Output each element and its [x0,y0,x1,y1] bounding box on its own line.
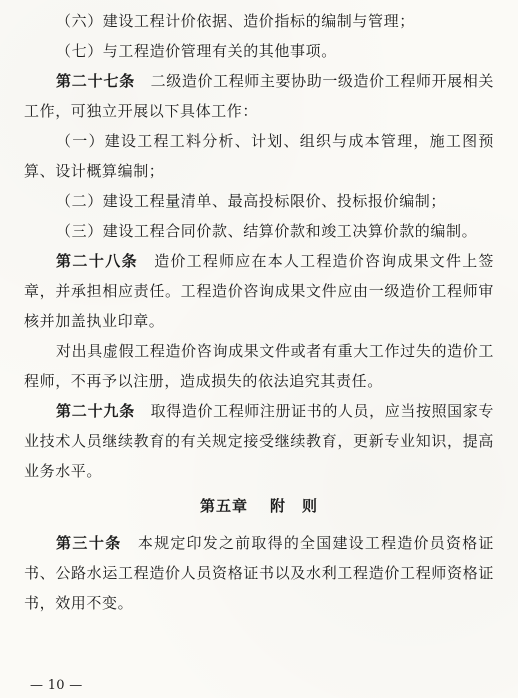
clause-item-7 [24,36,494,66]
article-28-number: 第二十八条 [56,252,139,270]
clause-item-6-text: （六）建设工程计价依据、造价指标的编制与管理； [56,12,415,30]
page-number: — 10 — [30,678,83,693]
article-27-item-2-text: （二）建设工程量清单、最高投标限价、投标报价编制； [56,192,447,210]
article-27-item-3 [24,216,494,246]
article-27-number: 第二十七条 [56,72,136,90]
article-28-paragraph-2-text: 对出具虚假工程造价咨询成果文件或者有重大工作过失的造价工程师，不再予以注册，造成损失的依法追究其责任。 [24,342,494,390]
article-29-text: 取得造价工程师注册证书的人员，应当按照国家专业技术人员继续教育的有关规定接受继续教育，更新专业知识，提高业务水平。 [24,402,494,480]
document-body [24,6,494,618]
article-27-item-1 [24,126,494,186]
article-27 [24,66,494,126]
article-28 [24,246,494,336]
clause-item-6 [24,6,494,36]
chapter-5-title: 附 则 [270,497,319,515]
chapter-5-heading [24,491,494,521]
clause-item-7-text: （七）与工程造价管理有关的其他事项。 [56,42,337,60]
article-27-text: 二级造价工程师主要协助一级造价工程师开展相关工作，可独立开展以下具体工作： [24,72,494,120]
article-28-text: 造价工程师应在本人工程造价咨询成果文件上签章，并承担相应责任。工程造价咨询成果文件应由一级造价工程师审核并加盖执业印章。 [24,252,494,330]
article-29-number: 第二十九条 [56,402,136,420]
chapter-5-number: 第五章 [199,497,248,515]
article-30-number: 第三十条 [56,534,122,552]
article-29 [24,396,494,486]
article-27-item-2 [24,186,494,216]
article-30 [24,528,494,618]
article-27-item-1-text: （一）建设工程工料分析、计划、组织与成本管理，施工图预算、设计概算编制； [24,132,494,180]
article-30-text: 本规定印发之前取得的全国建设工程造价员资格证书、公路水运工程造价人员资格证书以及水利工程造价工程师资格证书，效用不变。 [24,534,495,612]
article-28-paragraph-2 [24,336,494,396]
article-27-item-3-text: （三）建设工程合同价款、结算价款和竣工决算价款的编制。 [56,222,478,240]
